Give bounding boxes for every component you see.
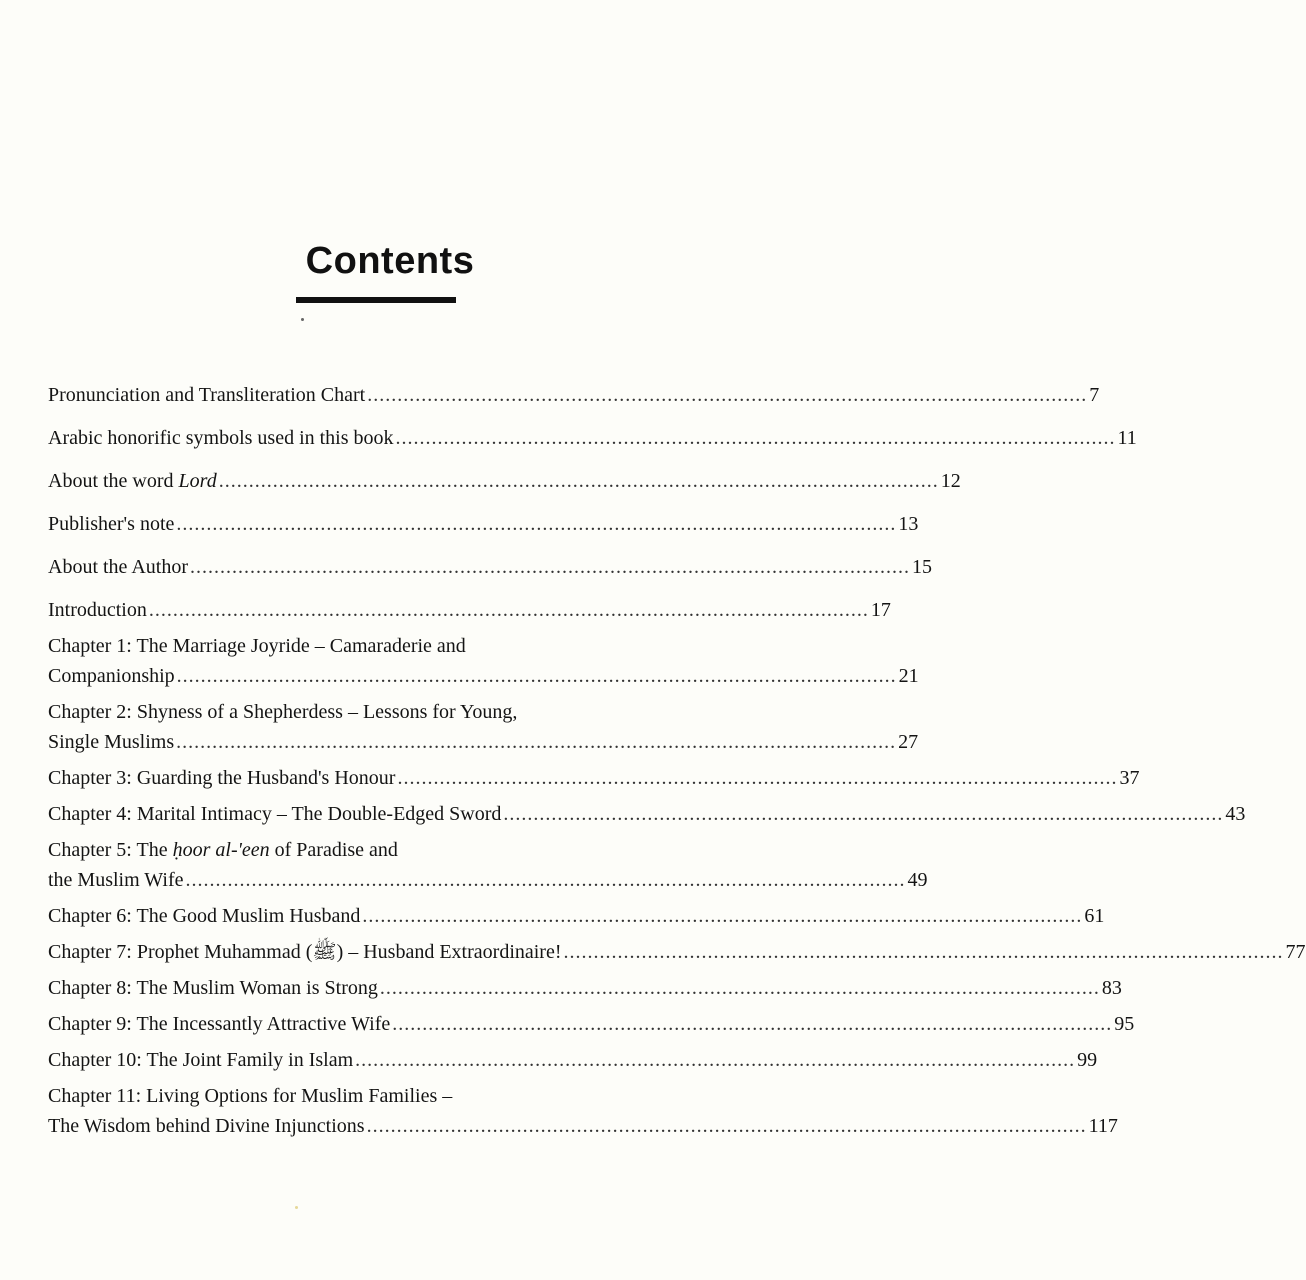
toc-entry (48, 901, 1105, 931)
toc-entry-label: The Wisdom behind Divine Injunctions (48, 1115, 365, 1137)
toc-entry-label: About the Author (48, 556, 188, 578)
dot-leader: ........................................................................................................................ (176, 513, 897, 535)
dot-leader: ........................................................................................................................ (563, 941, 1284, 963)
dot-leader: ........................................................................................................................ (367, 384, 1088, 406)
dot-leader: ........................................................................................................................ (392, 1013, 1113, 1035)
toc-entry-first-line: Chapter 2: Shyness of a Shepherdess – Lessons for Young, (48, 701, 518, 723)
dot-leader: ........................................................................................................................ (190, 556, 910, 578)
dot-leader: ........................................................................................................................ (379, 977, 1100, 999)
toc-entry (48, 799, 1246, 829)
toc-entry-last-line (48, 727, 919, 757)
toc-entry (48, 595, 891, 625)
dot-leader: ........................................................................................................................ (395, 427, 1116, 449)
toc-entry-last-line (48, 661, 919, 691)
toc-entry-label: Arabic honorific symbols used in this book (48, 427, 394, 449)
toc-entry (48, 697, 919, 757)
toc-entry (48, 835, 928, 895)
toc-entry-label: Introduction (48, 599, 147, 621)
toc-entry (48, 1009, 1135, 1039)
toc-entry (48, 552, 932, 582)
toc-entry-label: the Muslim Wife (48, 869, 184, 891)
toc-entry (48, 631, 919, 691)
toc-entry-first-line-italic: ḥoor al-'een (172, 839, 270, 861)
toc-entry (48, 763, 1140, 793)
toc-page-number: 99 (1077, 1049, 1098, 1071)
toc-entry-label-prefix: About the word (48, 470, 179, 492)
toc-entry-first-line: Chapter 1: The Marriage Joyride – Camaraderie and (48, 635, 466, 657)
toc-entry-first-line: Chapter 11: Living Options for Muslim Families – (48, 1085, 453, 1107)
toc-entry-label: Companionship (48, 665, 175, 687)
dot-leader: ........................................................................................................................ (397, 767, 1118, 789)
toc-entry (48, 509, 919, 539)
toc-entry-label: Chapter 7: Prophet Muhammad (ﷺ) – Husband Extraordinaire! (48, 941, 562, 963)
print-speck (301, 318, 304, 321)
toc-page-number: 43 (1225, 803, 1246, 825)
toc-page-number: 17 (870, 599, 891, 621)
toc-entry-label: Pronunciation and Transliteration Chart (48, 384, 366, 406)
dot-leader: ........................................................................................................................ (218, 470, 939, 492)
page-title: Contents (305, 240, 475, 282)
print-speck (295, 1206, 298, 1209)
toc-page-number: 61 (1084, 905, 1105, 927)
toc-entry (48, 1081, 1118, 1141)
toc-page-number: 7 (1089, 384, 1100, 406)
toc-entry-label: Chapter 3: Guarding the Husband's Honour (48, 767, 396, 789)
dot-leader: ........................................................................................................................ (355, 1049, 1076, 1071)
toc-entry-label: Chapter 8: The Muslim Woman is Strong (48, 977, 378, 999)
toc-page-number: 117 (1088, 1115, 1118, 1137)
toc-entry-label: Chapter 9: The Incessantly Attractive Wife (48, 1013, 391, 1035)
toc-entry-label-italic: Lord (178, 470, 217, 492)
toc-entry-last-line (48, 1111, 1118, 1141)
toc-page-number: 49 (907, 869, 928, 891)
toc-page-number: 12 (940, 470, 961, 492)
toc-page-number: 11 (1117, 427, 1137, 449)
dot-leader: ........................................................................................................................ (176, 665, 897, 687)
toc-entry-first-line-suffix: of Paradise and (269, 839, 398, 861)
dot-leader: ........................................................................................................................ (176, 731, 897, 753)
toc-entry (48, 973, 1122, 1003)
toc-entry-label: Chapter 10: The Joint Family in Islam (48, 1049, 354, 1071)
dot-leader: ........................................................................................................................ (185, 869, 906, 891)
dot-leader: ........................................................................................................................ (503, 803, 1224, 825)
toc-entry (48, 1045, 1098, 1075)
toc-page-number: 13 (898, 513, 919, 535)
toc-entry-label: Single Muslims (48, 731, 175, 753)
toc-entry (48, 466, 961, 496)
dot-leader: ........................................................................................................................ (366, 1115, 1087, 1137)
toc-entry (48, 380, 1100, 410)
dot-leader: ........................................................................................................................ (362, 905, 1083, 927)
toc-entry-label: Chapter 4: Marital Intimacy – The Double-Edged Sword (48, 803, 502, 825)
toc-entry-label (48, 466, 217, 496)
toc-entry (48, 423, 1137, 453)
toc-entry (48, 937, 1306, 967)
dot-leader: ........................................................................................................................ (148, 599, 869, 621)
toc-entry-label: Chapter 6: The Good Muslim Husband (48, 905, 361, 927)
toc-page-number: 77 (1285, 941, 1306, 963)
toc-page-number: 15 (912, 556, 932, 578)
toc-page-number: 95 (1114, 1013, 1135, 1035)
toc-page-number: 37 (1119, 767, 1140, 789)
toc-page-number: 83 (1101, 977, 1122, 999)
toc-entry-first-line-prefix: Chapter 5: The (48, 839, 173, 861)
toc-entry-last-line (48, 865, 928, 895)
toc-entry-first-line (48, 835, 700, 865)
table-of-contents (48, 380, 1306, 1147)
toc-page-number: 27 (898, 731, 919, 753)
toc-entry-label: Publisher's note (48, 513, 175, 535)
toc-page-number: 21 (898, 665, 919, 687)
title-underline (296, 297, 456, 303)
